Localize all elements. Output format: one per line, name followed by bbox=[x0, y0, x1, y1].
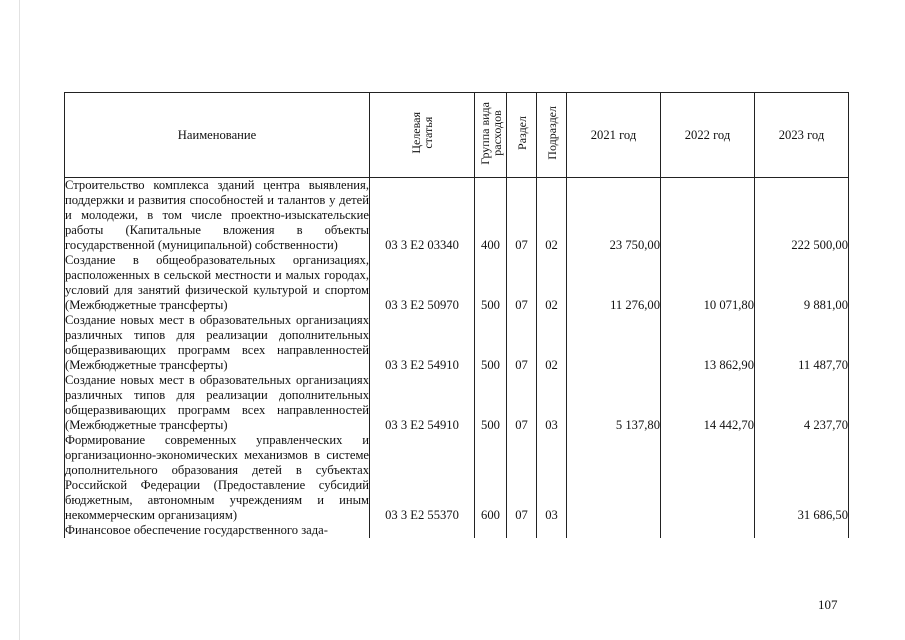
row-subsection: 02 bbox=[537, 178, 567, 254]
row-subsection: 03 bbox=[537, 433, 567, 523]
row-subsection: 02 bbox=[537, 253, 567, 313]
row-target: 03 3 E2 03340 bbox=[370, 178, 475, 254]
row-group: 500 bbox=[475, 313, 507, 373]
header-2022: 2022 год bbox=[661, 93, 755, 178]
row-2022 bbox=[661, 523, 755, 538]
scan-edge-line bbox=[19, 0, 20, 640]
table-row bbox=[65, 433, 849, 523]
row-2023: 222 500,00 bbox=[755, 178, 849, 254]
row-2023: 9 881,00 bbox=[755, 253, 849, 313]
table-row bbox=[65, 313, 849, 373]
header-subsection-text: Подраздел bbox=[544, 106, 559, 160]
row-subsection: 02 bbox=[537, 313, 567, 373]
row-group bbox=[475, 523, 507, 538]
row-2023: 11 487,70 bbox=[755, 313, 849, 373]
row-group: 400 bbox=[475, 178, 507, 254]
row-group: 600 bbox=[475, 433, 507, 523]
row-name: Создание новых мест в образовательных организациях различных типов для реализации дополнительных общеразвивающих программ всех направленностей (Межбюджетные трансферты) bbox=[65, 313, 369, 372]
row-2021: 23 750,00 bbox=[567, 178, 661, 254]
row-section bbox=[507, 523, 537, 538]
row-name: Создание новых мест в образовательных организациях различных типов для реализации дополнительных общеразвивающих программ всех направленностей (Межбюджетные трансферты) bbox=[65, 373, 369, 432]
row-target: 03 3 E2 55370 bbox=[370, 433, 475, 523]
row-subsection bbox=[537, 523, 567, 538]
table-row bbox=[65, 373, 849, 433]
header-section bbox=[507, 93, 537, 178]
row-target: 03 3 E2 54910 bbox=[370, 373, 475, 433]
row-group: 500 bbox=[475, 253, 507, 313]
row-name: Создание в общеобразовательных организациях, расположенных в сельской местности и малых городах, условий для занятий физической культурой и спортом (Межбюджетные трансферты) bbox=[65, 253, 369, 312]
header-target-text: Целевая статья bbox=[409, 112, 435, 154]
row-2022 bbox=[661, 178, 755, 254]
row-2022: 14 442,70 bbox=[661, 373, 755, 433]
row-group: 500 bbox=[475, 373, 507, 433]
row-2022 bbox=[661, 433, 755, 523]
row-2023: 4 237,70 bbox=[755, 373, 849, 433]
row-2023 bbox=[755, 523, 849, 538]
row-2021 bbox=[567, 433, 661, 523]
row-name: Строительство комплекса зданий центра выявления, поддержки и развития способностей и талантов у детей и молодежи, в том числе проектно-изыскательские работы (Капитальные вложения в объекты государственной (муниципальной) собственности) bbox=[65, 178, 369, 252]
header-expense-group-text: Группа вида расходов bbox=[477, 101, 504, 165]
row-subsection: 03 bbox=[537, 373, 567, 433]
row-target bbox=[370, 523, 475, 538]
row-name: Финансовое обеспечение государственного зада- bbox=[65, 523, 370, 538]
table-row bbox=[65, 253, 849, 313]
row-2021: 11 276,00 bbox=[567, 253, 661, 313]
table-header-row bbox=[65, 93, 849, 178]
budget-table bbox=[64, 92, 849, 538]
row-section: 07 bbox=[507, 373, 537, 433]
row-section: 07 bbox=[507, 253, 537, 313]
table-row bbox=[65, 523, 849, 538]
header-expense-group bbox=[475, 93, 507, 178]
row-target: 03 3 E2 50970 bbox=[370, 253, 475, 313]
row-section: 07 bbox=[507, 313, 537, 373]
row-section: 07 bbox=[507, 178, 537, 254]
row-2021 bbox=[567, 523, 661, 538]
page-number: 107 bbox=[818, 597, 838, 612]
row-2022: 13 862,90 bbox=[661, 313, 755, 373]
header-2021: 2021 год bbox=[567, 93, 661, 178]
row-name: Формирование современных управленческих и организационно-экономических механизмов в системе дополнительного образования детей в субъектах Российской Федерации (Предоставление субсидий бюджетным, автономным учреждениям и иным некоммерческим организациям) bbox=[65, 433, 369, 522]
row-2021: 5 137,80 bbox=[567, 373, 661, 433]
row-target: 03 3 E2 54910 bbox=[370, 313, 475, 373]
row-2022: 10 071,80 bbox=[661, 253, 755, 313]
header-2023: 2023 год bbox=[755, 93, 849, 178]
header-name: Наименование bbox=[65, 93, 370, 178]
header-section-text: Раздел bbox=[514, 116, 529, 150]
header-target bbox=[370, 93, 475, 178]
row-2021 bbox=[567, 313, 661, 373]
table-row bbox=[65, 178, 849, 254]
row-2023: 31 686,50 bbox=[755, 433, 849, 523]
row-section: 07 bbox=[507, 433, 537, 523]
header-subsection bbox=[537, 93, 567, 178]
